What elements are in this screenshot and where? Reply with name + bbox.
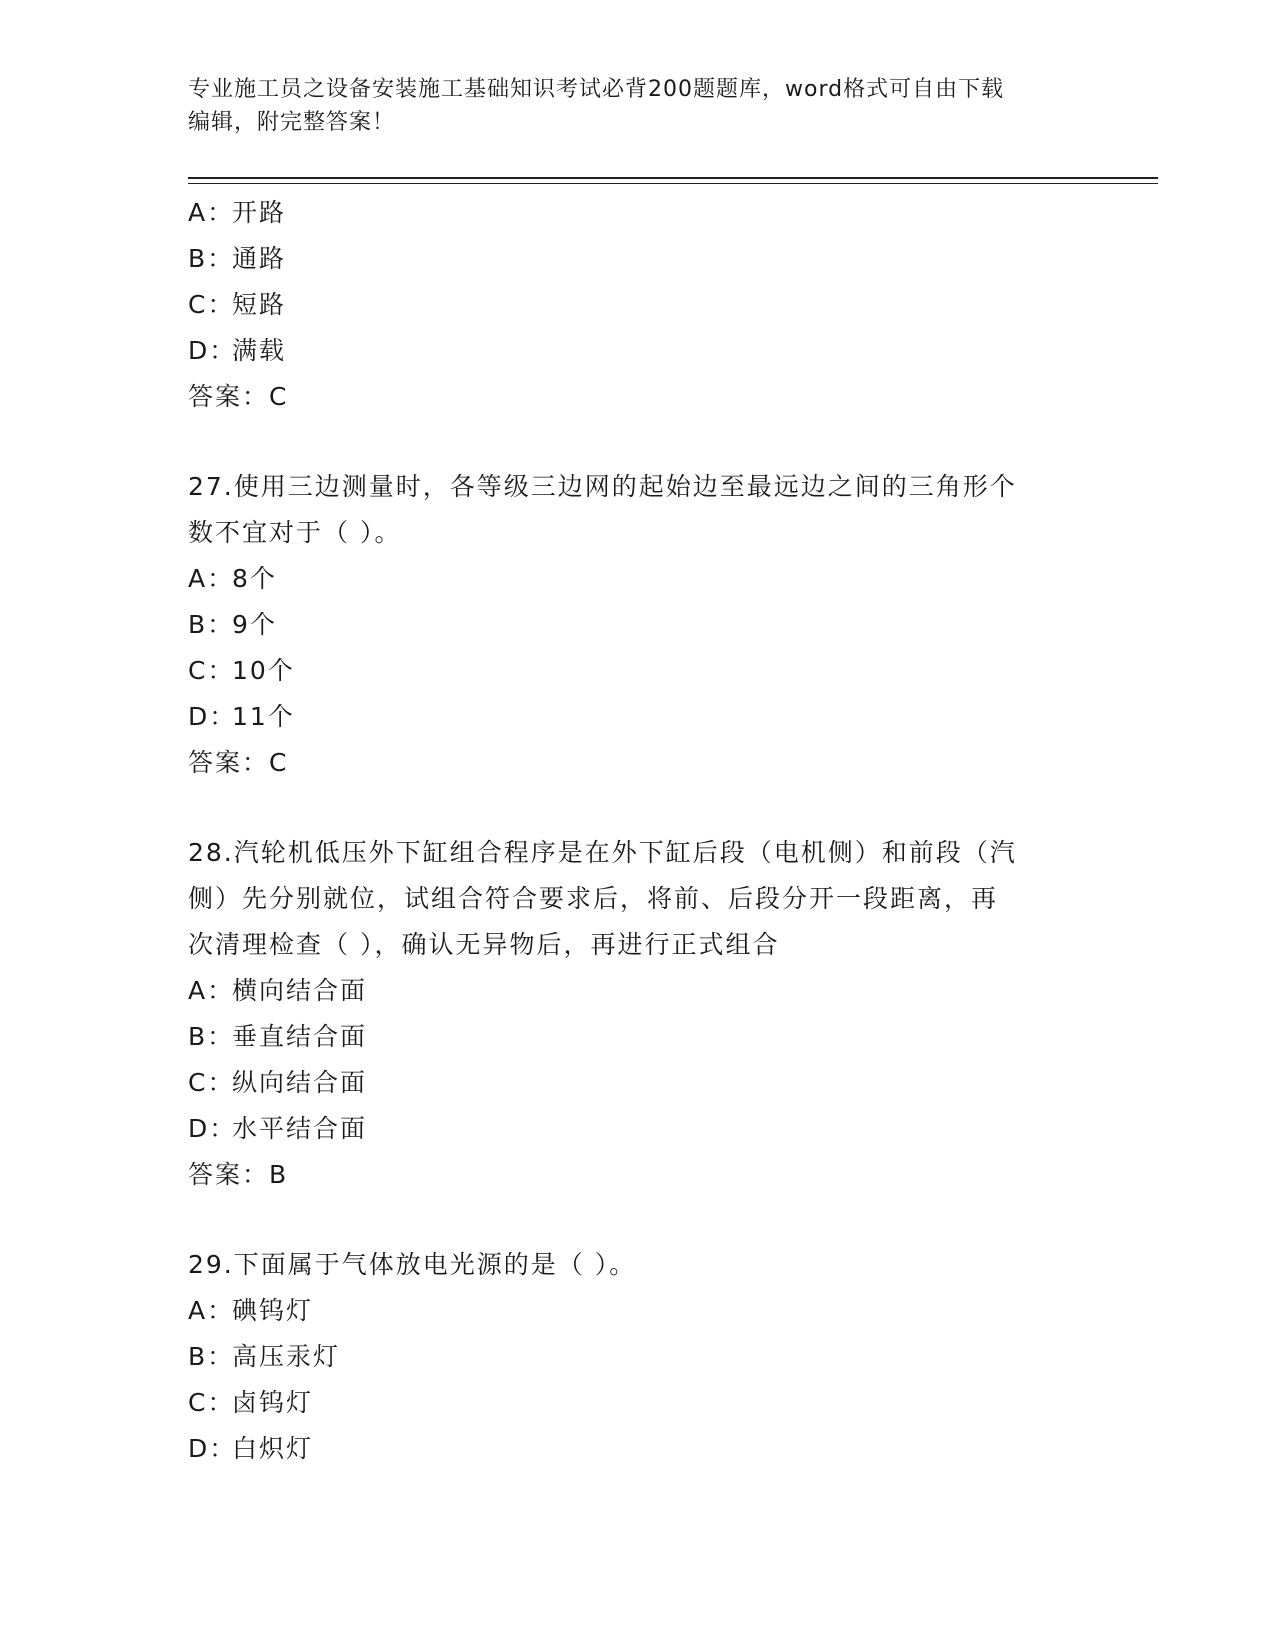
question-content (188, 190, 1088, 1472)
header-divider-thin (188, 183, 1158, 184)
spacer (188, 420, 1088, 464)
option-b: B：通路 (188, 244, 287, 273)
option-c: C：纵向结合面 (188, 1068, 368, 1097)
question-28 (188, 830, 1088, 1198)
question-stem-line: 数不宜对于（ ）。 (188, 518, 402, 547)
option-d: D：水平结合面 (188, 1114, 368, 1143)
question-27 (188, 464, 1088, 786)
spacer (188, 786, 1088, 830)
option-a: A：开路 (188, 198, 287, 227)
header-title-line-2: 编辑，附完整答案！ (188, 110, 396, 135)
question-stem-line: 28.汽轮机低压外下缸组合程序是在外下缸后段（电机侧）和前段（汽 (188, 838, 1017, 867)
question-stem-line: 次清理检查（ ），确认无异物后，再进行正式组合 (188, 930, 780, 959)
answer-line: 答案：B (188, 1160, 289, 1189)
option-a: A：8个 (188, 564, 277, 593)
question-stem-line: 29.下面属于气体放电光源的是（ ）。 (188, 1250, 637, 1279)
option-a: A：横向结合面 (188, 976, 368, 1005)
option-d: D：11个 (188, 702, 295, 731)
option-c: C：卤钨灯 (188, 1388, 314, 1417)
answer-line: 答案：C (188, 748, 289, 777)
option-b: B：9个 (188, 610, 277, 639)
option-a: A：碘钨灯 (188, 1296, 314, 1325)
option-d: D：白炽灯 (188, 1434, 314, 1463)
question-stem-line: 27.使用三边测量时，各等级三边网的起始边至最远边之间的三角形个 (188, 472, 1017, 501)
document-header (188, 73, 1088, 139)
header-divider-thick (188, 177, 1158, 179)
spacer (188, 1198, 1088, 1242)
option-c: C：10个 (188, 656, 295, 685)
answer-line: 答案：C (188, 382, 289, 411)
question-29 (188, 1242, 1088, 1472)
option-b: B：垂直结合面 (188, 1022, 368, 1051)
question-26-continuation (188, 190, 1088, 420)
header-title-line-1: 专业施工员之设备安装施工基础知识考试必背200题题库，word格式可自由下载 (188, 77, 1005, 102)
option-c: C：短路 (188, 290, 287, 319)
option-d: D：满载 (188, 336, 287, 365)
question-stem-line: 侧）先分别就位，试组合符合要求后，将前、后段分开一段距离，再 (188, 884, 999, 913)
option-b: B：高压汞灯 (188, 1342, 341, 1371)
